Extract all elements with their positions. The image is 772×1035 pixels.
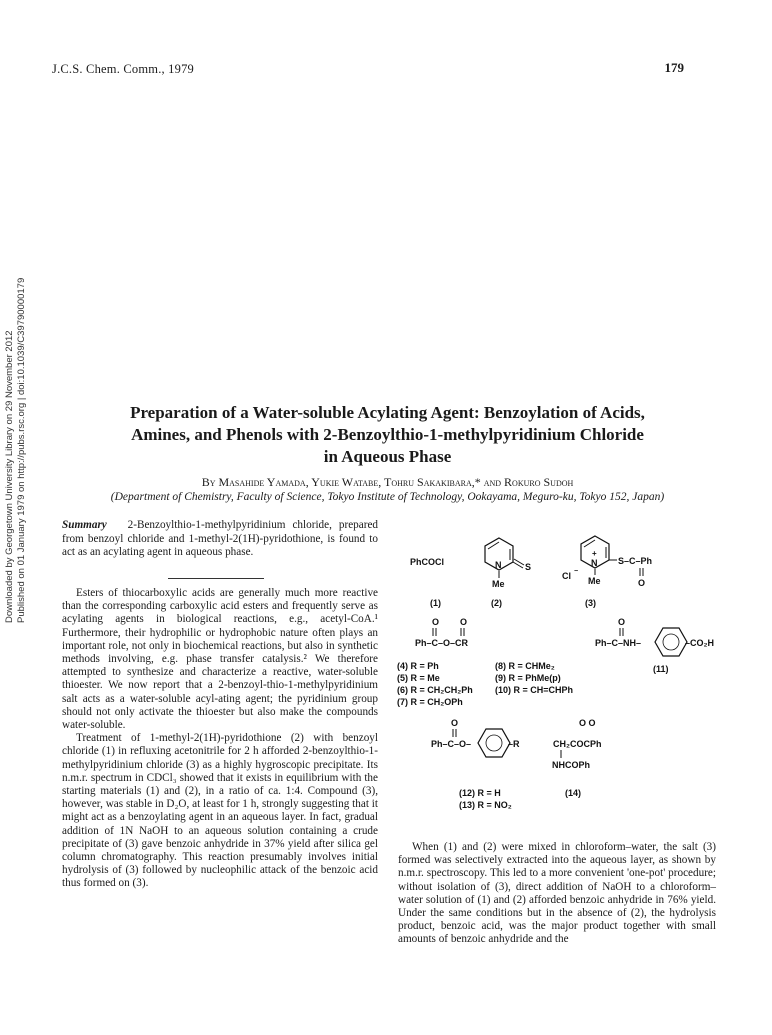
ester-O2: O <box>460 617 468 627</box>
compound-12-left: Ph–C–O– <box>431 739 472 749</box>
compound-3-S-chain: S–C–Ph <box>618 556 653 566</box>
compound-12-R: –R <box>508 739 520 749</box>
compound-3-O: O <box>638 578 646 588</box>
compound-11-O: O <box>618 617 626 627</box>
compound-12-ring <box>478 729 510 757</box>
svg-text:+: + <box>592 549 597 558</box>
compound-2-structure <box>485 538 531 589</box>
paragraph-intro: Esters of thiocarboxylic acids are generally much more reactive than the corresponding carboxylic acid esters and frequently serve as acylating agents in biological reactions, e.g., acetyl-CoA.¹ Furthermore, their hydrophilic or hydrophobic nature often plays an important role, not only in biochemical reactions, but also in synthetic methods involving, e.g. phase transfer catalysis.² We therefore attempted to synthesize and characterize a reactive, water-soluble thioester. We now report that a 2-benzoyl-thio-1-methylpyridinium salt acts as a water-soluble acyl-ating agent; the pyridinium group should not only activate the thioester but also make the compounds water-soluble. <box>62 587 378 732</box>
summary <box>62 519 378 560</box>
ester-4: (4) R = Ph <box>397 661 439 671</box>
ester-9: (9) R = PhMe(p) <box>495 673 561 683</box>
compound-11-right: –CO₂H <box>685 638 715 648</box>
compound-2-N: N <box>495 560 502 570</box>
compound-13: (13) R = NO₂ <box>459 800 512 810</box>
journal-header: J.C.S. Chem. Comm., 1979 <box>52 62 194 76</box>
compound-1-formula: PhCOCl <box>410 557 445 567</box>
compound-3-Cl: Cl <box>562 571 571 581</box>
doi-note[interactable]: Published on 01 January 1979 on http://pubs.rsc.org | doi:10.1039/C39790000179 <box>16 277 27 623</box>
compound-3-structure <box>562 536 652 588</box>
paragraph-treatment: Treatment of 1-methyl-2(1H)-pyridothione (2) with benzoyl chloride (1) in refluxing acetonitrile for 2 h afforded 2-benzoylthio-1-methylpyridinium chloride (3) as a highly hygroscopic precipitate. Its n.m.r. spectrum in CDCl₃ showed that it exists in equilibrium with the starting materials (1) and (2), in a ratio of ca. 1:4. Compound (3), however, was stable in D₂O, at least for 1 h, strongly suggesting that it might act as a benzoylating agent in an aqueous layer. In fact, gradual addition of 1N NaOH to an aqueous solution containing a crude precipitate of (3) gave benzoic anhydride in 37% yield after silica gel column chromatography. This reaction presumably involves initial hydrolysis of (3) followed by nucleophilic attack of the benzoic acid thus formed on (3). <box>62 732 378 890</box>
compound-2-Me: Me <box>492 579 505 589</box>
ester-7: (7) R = CH₂OPh <box>397 697 463 707</box>
ester-10: (10) R = CH=CHPh <box>495 685 574 695</box>
summary-label: Summary <box>62 519 107 531</box>
title-line-3: in Aqueous Phase <box>323 447 452 466</box>
compound-2-S: S <box>525 562 532 572</box>
compound-14-label: (14) <box>565 788 582 798</box>
svg-text:−: − <box>574 568 579 575</box>
title-line-1: Preparation of a Water-soluble Acylating Agent: Benzoylation of Acids, <box>130 403 645 422</box>
compound-14-O: O O <box>579 718 596 728</box>
paragraph-chloroform: When (1) and (2) were mixed in chloroform–water, the salt (3) formed was selectively extracted into the aqueous layer, as shown by n.m.r. spectroscopy. This led to a more convenient 'one-pot' procedure; without isolation of (3), direct addition of NaOH to a chloroform–water solution of (1) and (2) afforded benzoic anhydride in 76% yield. Under the same conditions but in the absence of (2), the hydrolysis product, benzoic acid, was the major product together with small amounts of benzoic anhydride and the <box>398 841 716 946</box>
compound-14-bottom: NHCOPh <box>552 760 590 770</box>
ester-6: (6) R = CH₂CH₂Ph <box>397 685 473 695</box>
download-note: Downloaded by Georgetown University Library on 29 November 2012 <box>4 330 15 623</box>
title-line-2: Amines, and Phenols with 2-Benzoylthio-1-methylpyridinium Chloride <box>131 425 644 444</box>
compound-12: (12) R = H <box>459 788 501 798</box>
compound-11-ring <box>655 628 687 656</box>
article-title <box>60 402 715 468</box>
compound-11-label: (11) <box>653 664 669 674</box>
compound-2-label: (2) <box>491 598 502 608</box>
ester-O1: O <box>432 617 440 627</box>
chemical-scheme <box>395 518 725 840</box>
compound-3-label: (3) <box>585 598 596 608</box>
body-right-column <box>398 841 716 947</box>
affiliation: (Department of Chemistry, Faculty of Science, Tokyo Institute of Technology, Ookayama, Meguro-ku, Tokyo 152, Japan) <box>110 491 665 503</box>
ester-general-formula: Ph–C–O–CR <box>415 638 469 648</box>
compound-14-top: CH₂COCPh <box>553 739 602 749</box>
compound-12-O: O <box>451 718 459 728</box>
ester-5: (5) R = Me <box>397 673 440 683</box>
summary-divider <box>168 578 264 579</box>
authors: By Masahide Yamada, Yukie Watabe, Tohru Sakakibara,* and Rokuro Sudoh <box>201 475 574 489</box>
compound-3-Me: Me <box>588 576 601 586</box>
compound-11-left: Ph–C–NH– <box>595 638 642 648</box>
side-notes <box>2 268 26 623</box>
body-left-column <box>62 587 378 891</box>
compound-3-N: N <box>591 558 598 568</box>
summary-text: 2-Benzoylthio-1-methylpyridinium chloride, prepared from benzoyl chloride and 1-methyl-2(1H)-pyridothione, is found to act as an acylating agent in aqueous phase. <box>62 519 378 558</box>
ester-8: (8) R = CHMe₂ <box>495 661 555 671</box>
compound-1-label: (1) <box>430 598 441 608</box>
page-number: 179 <box>664 60 684 75</box>
